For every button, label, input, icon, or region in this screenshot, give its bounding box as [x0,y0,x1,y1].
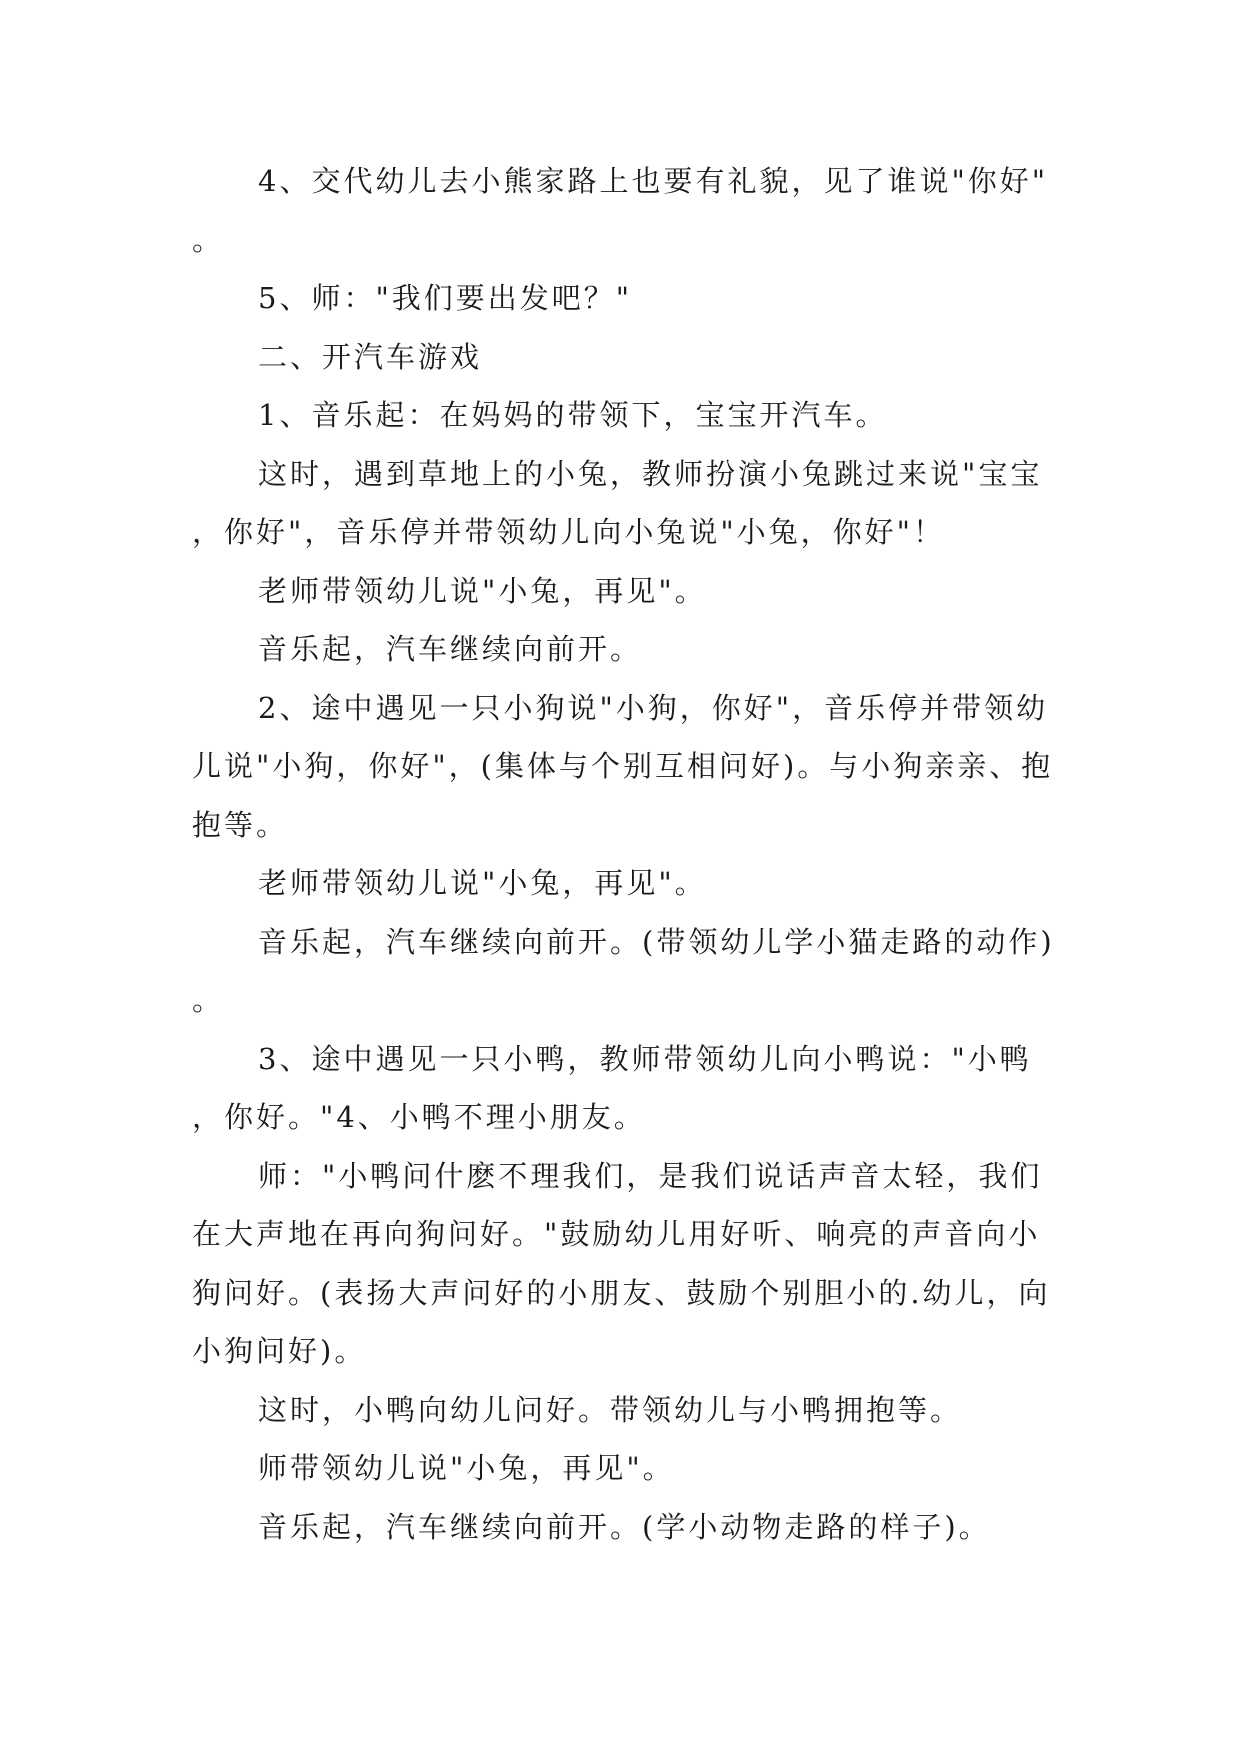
paragraph: 音乐起，汽车继续向前开。(带领幼儿学小猫走路的动作)。 [192,924,1055,1017]
paragraph: 音乐起，汽车继续向前开。(学小动物走路的样子)。 [258,1509,991,1544]
document-body [192,152,1062,1556]
paragraph: 5、师："我们要出发吧？" [258,281,633,315]
paragraph: 师带领幼儿说"小兔，再见"。 [258,1451,675,1485]
section-heading: 二、开汽车游戏 [258,339,483,374]
paragraph: 师："小鸭问什麽不理我们，是我们说话声音太轻，我们在大声地在再向狗问好。"鼓励幼儿用好听、响亮的声音向小狗问好。(表扬大声问好的小朋友、鼓励个别胆小的.幼儿，向小狗问好)。 [192,1158,1051,1368]
paragraph: 这时，遇到草地上的小兔，教师扮演小兔跳过来说"宝宝，你好"，音乐停并带领幼儿向小兔说"小兔，你好"！ [192,456,1043,549]
paragraph: 4、交代幼儿去小熊家路上也要有礼貌，见了谁说"你好"。 [192,164,1049,257]
paragraph: 1、音乐起：在妈妈的带领下，宝宝开汽车。 [258,398,888,432]
paragraph: 3、途中遇见一只小鸭，教师带领幼儿向小鸭说："小鸭，你好。"4、小鸭不理小朋友。 [192,1041,1032,1134]
paragraph: 音乐起，汽车继续向前开。 [258,632,643,666]
paragraph: 这时，小鸭向幼儿问好。带领幼儿与小鸭拥抱等。 [258,1392,963,1427]
paragraph: 老师带领幼儿说"小兔，再见"。 [258,866,707,900]
paragraph: 老师带领幼儿说"小兔，再见"。 [258,573,707,608]
paragraph: 2、途中遇见一只小狗说"小狗，你好"，音乐停并带领幼儿说"小狗，你好"，(集体与个别互相问好)。与小狗亲亲、抱抱等。 [192,690,1054,842]
